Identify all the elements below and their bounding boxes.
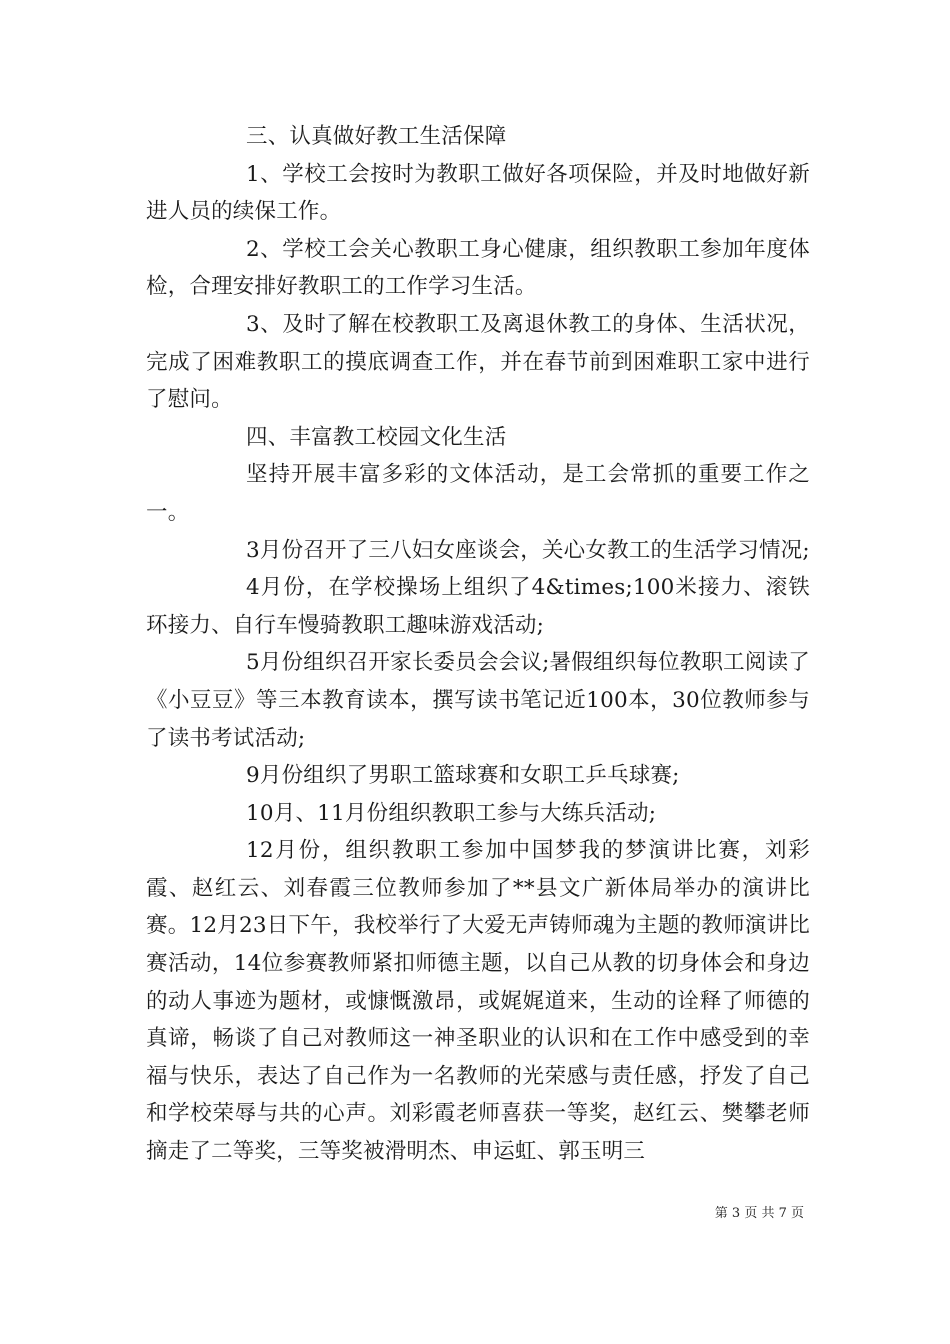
paragraph: 9月份组织了男职工篮球赛和女职工乒乓球赛; bbox=[246, 763, 680, 789]
paragraph: 3月份召开了三八妇女座谈会，关心女教工的生活学习情况; bbox=[246, 537, 810, 563]
page-number-footer: 第 3 页 共 7 页 bbox=[714, 1206, 804, 1221]
section-heading-4: 四、丰富教工校园文化生活 bbox=[246, 424, 507, 450]
paragraph: 10月、11月份组织教职工参与大练兵活动; bbox=[246, 800, 657, 826]
paragraph: 坚持开展丰富多彩的文体活动，是工会常抓的重要工作之一。 bbox=[146, 462, 810, 525]
paragraph: 5月份组织召开家长委员会会议;暑假组织每位教职工阅读了《小豆豆》等三本教育读本，撰写读书笔记近100本，30位教师参与了读书考试活动; bbox=[146, 650, 810, 751]
paragraph: 2、学校工会关心教职工身心健康，组织教职工参加年度体检，合理安排好教职工的工作学习生活。 bbox=[146, 236, 810, 300]
paragraph: 3、及时了解在校教职工及离退休教工的身体、生活状况，完成了困难教职工的摸底调查工作，并在春节前到困难职工家中进行了慰问。 bbox=[146, 311, 810, 413]
paragraph: 12月份，组织教职工参加中国梦我的梦演讲比赛，刘彩霞、赵红云、刘春霞三位教师参加了**县文广新体局举办的演讲比赛。12月23日下午，我校举行了大爱无声铸师魂为主题的教师演讲比赛活动，14位参赛教师紧扣师德主题，以自己从教的切身体会和身边的动人事迹为题材，或慷慨激昂，或娓娓道来，生动的诠释了师德的真谛，畅谈了自己对教师这一神圣职业的认识和在工作中感受到的幸福与快乐，表达了自己作为一名教师的光荣感与责任感，抒发了自己和学校荣辱与共的心声。刘彩霞老师喜获一等奖，赵红云、樊攀老师摘走了二等奖，三等奖被滑明杰、申运虹、郭玉明三 bbox=[146, 838, 810, 1165]
paragraph: 1、学校工会按时为教职工做好各项保险，并及时地做好新进人员的续保工作。 bbox=[146, 161, 810, 225]
document-body bbox=[146, 118, 810, 1171]
paragraph: 4月份，在学校操场上组织了4&times;100米接力、滚铁环接力、自行车慢骑教职工趣味游戏活动; bbox=[146, 575, 810, 638]
section-heading-3: 三、认真做好教工生活保障 bbox=[246, 124, 507, 149]
